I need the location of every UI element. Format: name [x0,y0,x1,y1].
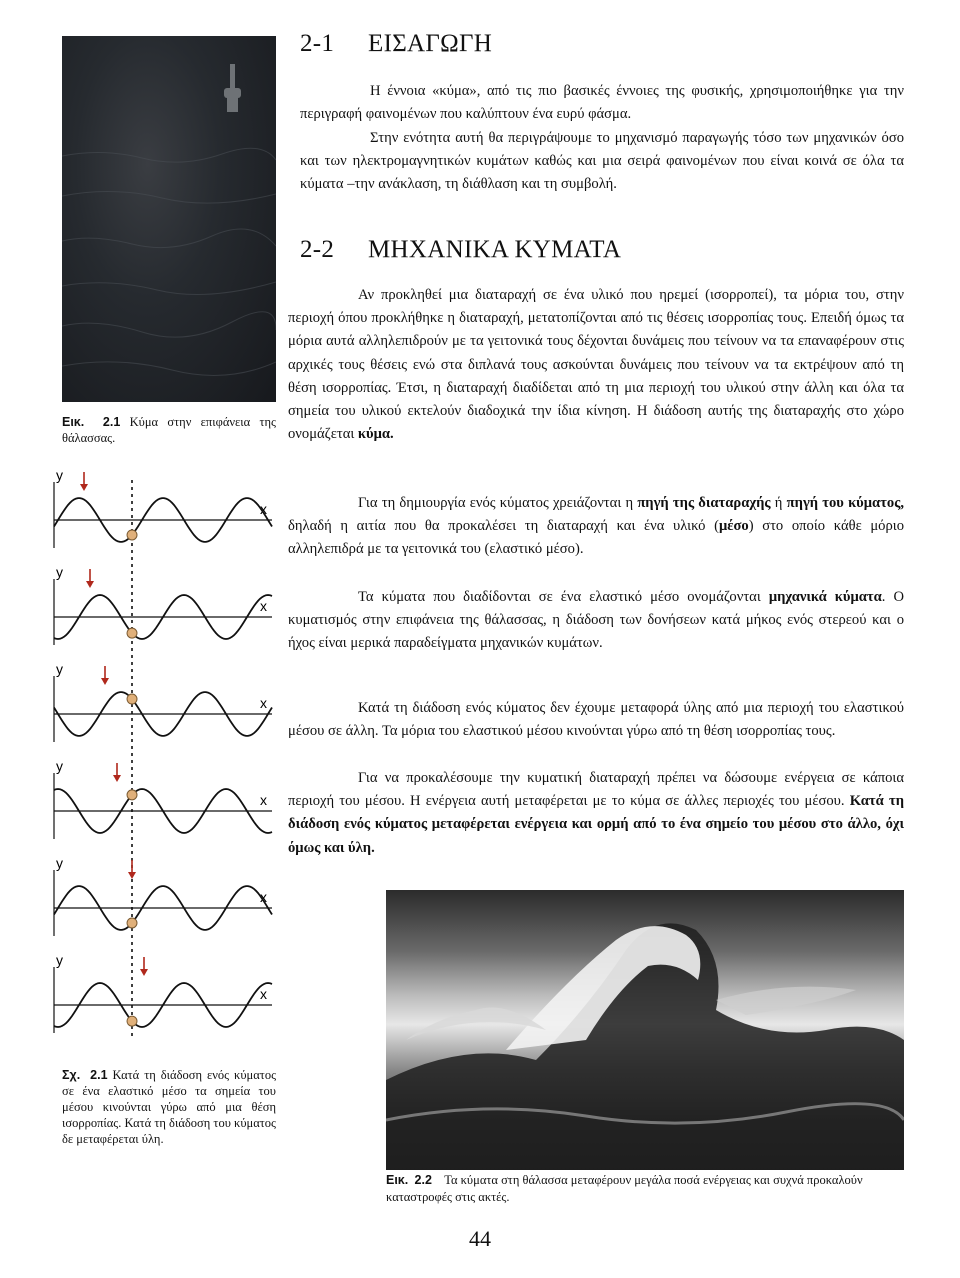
caption-text: Τα κύματα στη θάλασσα μεταφέρουν μεγάλα ποσά ενέργειας και συχνά προκαλούν καταστροφές στις ακτές. [386,1173,863,1204]
x-axis-label: x [260,695,267,711]
y-axis-label: y [56,564,63,580]
y-axis-label: y [56,467,63,483]
medium-particle [127,694,137,704]
page-number: 44 [469,1226,491,1251]
medium-particle [127,1016,137,1026]
sea-surface-texture [62,36,276,402]
wave-panel [54,758,272,839]
medium-particle [127,530,137,540]
intro-paragraph-2 [300,127,904,197]
wave-panel [54,661,272,742]
sea-photo-caption [62,414,276,446]
paragraph-text: ή [770,495,787,511]
caption-label: Εικ. [386,1173,409,1187]
caption-label: Σχ. [62,1068,81,1082]
paragraph-text: Η έννοια «κύμα», από τις πιο βασικές έννοιες της φυσικής, χρησιμοποιήθηκε για την περιγραφή φαινομένων που καλύπτουν ένα ευρύ φάσμα. [300,83,904,123]
caption-label: Εικ. [62,415,85,429]
wave-panel [54,564,272,645]
x-axis-label: x [260,598,267,614]
paragraph-text: ) στο οποίο κάθε μόριο αλληλεπιδρά με τα γειτονικά του (ελαστικό μέσο). [288,518,904,558]
section-title: ΜΗΧΑΝΙΚΑ ΚΥΜΑΤΑ [368,236,622,263]
caption-number: 2.2 [414,1173,432,1187]
wave-photo-caption [386,1172,904,1206]
bold-term: μηχανικά κύματα [768,589,882,605]
diagram-caption [62,1067,276,1147]
crest-arrow-head [140,969,148,976]
caption-number: 2.1 [90,1068,108,1082]
paragraph-text: Κατά τη διάδοση ενός κύματος δεν έχουμε μεταφορά ύλης από μια περιοχή του ελαστικού μέσου σε άλλη. Τα μόρια του ελαστικού μέσου κινούνται γύρω από τη θέση ισορροπίας τους. [288,700,904,740]
section-heading-mechanical [300,236,621,264]
paragraph-text: Στην ενότητα αυτή θα περιγράψουμε το μηχανισμό παραγωγής τόσο των μηχανικών όσο και των ηλεκτρομαγνητικών κυμάτων καθώς και μια σειρά φαινομένων που είναι κοινά σε όλα τα κύματα –την ανάκλαση, τη διάθλαση και τη συμβολή. [300,130,904,193]
breaking-wave-illustration [386,890,904,1170]
y-axis-label: y [56,952,63,968]
bold-term: κύμα. [357,426,394,443]
x-axis-label: x [260,501,267,517]
paragraph-text: Για να προκαλέσουμε την κυματική διαταραχή πρέπει να δώσουμε ενέργεια σε κάποια περιοχή του μέσου. Η ενέργεια αυτή μεταφέρεται με το κύμα σε άλλες περιοχές του μέσου. [288,770,904,810]
breaking-wave-photo [386,890,904,1170]
paragraph-text: δηλαδή η αιτία που θα προκαλέσει τη διαταραχή και ένα υλικό ( [288,518,719,535]
medium-particle [127,790,137,800]
mechanical-paragraph-5 [288,767,904,860]
x-axis-label: x [260,986,267,1002]
mechanical-paragraph-1 [288,284,904,446]
mechanical-paragraph-4 [288,697,904,743]
x-axis-label: x [260,889,267,905]
paragraph-text: Για τη δημιουργία ενός κύματος χρειάζονται η [358,495,638,511]
section-heading-intro [300,30,492,58]
wave-panel [54,952,272,1033]
bold-term: πηγή του κύματος, [786,495,905,511]
medium-particle [127,918,137,928]
wave-propagation-diagram [44,460,276,1060]
paragraph-text: Αν προκληθεί μια διαταραχή σε ένα υλικό που ηρεμεί (ισορροπεί), τα μόρια του, στην περιοχή όπου προκλήθηκε η διαταραχή, μετατοπίζονται από τις θέσεις ισορροπίας τους. Επειδή όμως τα μόρια αυτά αλληλεπιδρούν με τα γειτονικά τους δέχονται δυνάμεις που τείνουν να τα επαναφέρουν στις αρχικές τους θέσεις ενώ στα διπλανά τους ασκούνται δυνάμεις που τείνουν να τα εκτρέψουν από τη θέση ισορροπίας. Έτσι, η διαταραχή διαδίδεται από τη μια περιοχή του υλικού στην άλλη και όλα τα σημεία του υλικού εκτελούν διαδοχικά την ίδια κίνηση. Η διάδοση αυτής της διαταραχής στο χώρο ονομάζεται [288,287,904,443]
medium-particle [127,628,137,638]
bold-term: μέσο [718,518,749,535]
section-number: 2-2 [300,236,335,263]
section-number: 2-1 [300,30,335,57]
wave-panel [54,855,272,936]
y-axis-label: y [56,758,63,774]
paragraph-text: Τα κύματα που διαδίδονται σε ένα ελαστικό μέσο ονομάζονται [358,589,769,605]
section-title: ΕΙΣΑΓΩΓΗ [368,30,493,57]
crest-arrow-head [113,775,121,782]
caption-text: Κατά τη διάδοση ενός κύματος σε ένα ελαστικό μέσο τα σημεία του μέσου κινούνται γύρω από μια θέση ισορροπίας. Κατά τη διάδοση του κύματος δε μεταφέρεται ύλη. [62,1068,277,1146]
mechanical-paragraph-3 [288,586,904,656]
sea-surface-photo [62,36,276,402]
y-axis-label: y [56,661,63,677]
paragraph-text: . Ο κυματισμός στην επιφάνεια της θάλασσας, η διάδοση των δονήσεων κατά μήκος ενός στερεού και ο ήχος είναι μερικά παραδείγματα μηχανικών κυμάτων. [288,589,905,652]
caption-text: Κύμα στην επιφάνεια της θάλασσας. [62,415,277,445]
buoy-silhouette [224,64,241,112]
y-axis-label: y [56,855,63,871]
crest-arrow-head [86,581,94,588]
intro-paragraph-1 [300,80,904,126]
bold-term: πηγή της διαταραχής [637,495,771,511]
caption-number: 2.1 [102,415,121,429]
crest-arrow-head [128,872,136,879]
wave-panel [54,467,272,548]
x-axis-label: x [260,792,267,808]
crest-arrow-head [80,484,88,491]
bold-statement: Κατά τη διάδοση ενός κύματος μεταφέρεται ενέργεια και ορμή από το ένα σημείο του μέσου στο άλλο, όχι όμως και ύλη. [288,793,904,856]
crest-arrow-head [101,678,109,685]
mechanical-paragraph-2 [288,492,904,562]
